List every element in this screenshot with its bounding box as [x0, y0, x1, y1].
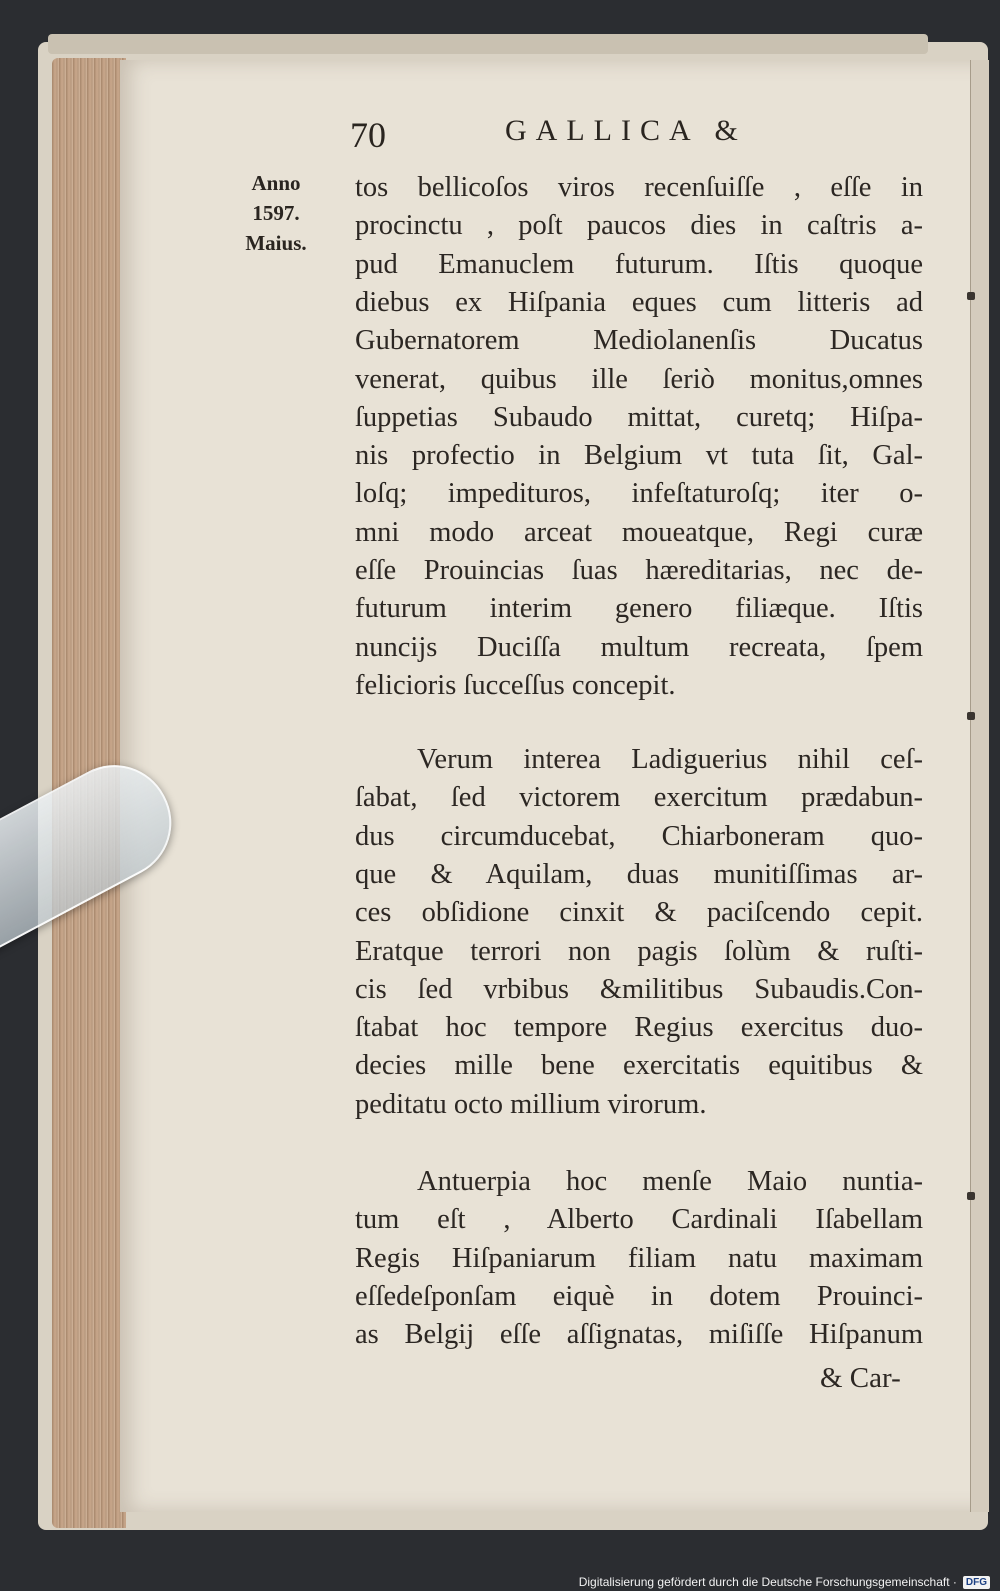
- binding-thread-icon: [967, 712, 975, 720]
- text-line: que & Aquilam, duas munitiſſimas ar-: [355, 859, 923, 890]
- text-line: Gubernatorem Mediolanenſis Ducatus: [355, 325, 923, 356]
- text-line: venerat, quibus ille ſeriò monitus,omnes: [355, 364, 923, 395]
- margin-note-line: Maius.: [245, 231, 307, 255]
- text-line: diebus ex Hiſpania eques cum litteris ad: [355, 287, 923, 318]
- binding-thread-icon: [967, 292, 975, 300]
- text-line: Verum interea Ladiguerius nihil ceſ-: [417, 744, 923, 775]
- text-line: dus circumducebat, Chiarboneram quo-: [355, 821, 923, 852]
- text-line: ſabat, ſed victorem exercitum prædabun-: [355, 782, 923, 813]
- footer: [579, 1575, 990, 1589]
- text-line: eſſedeſponſam eiquè in dotem Prouinci-: [355, 1281, 923, 1312]
- page-number: 70: [350, 115, 386, 155]
- text-line: decies mille bene exercitatis equitibus &: [355, 1050, 923, 1081]
- footer-credit: Digitalisierung gefördert durch die Deutsche Forschungsgemeinschaft ·: [578, 1575, 957, 1589]
- text-line: Regis Hiſpaniarum filiam natu maximam: [355, 1243, 923, 1274]
- text-line: Antuerpia hoc menſe Maio nuntia-: [417, 1166, 923, 1197]
- text-line: loſq; impedituros, infeſtaturoſq; iter o-: [355, 478, 923, 509]
- text-line: felicioris ſucceſſus concepit.: [355, 670, 676, 701]
- text-line: tum eſt , Alberto Cardinali Iſabellam: [355, 1204, 923, 1235]
- margin-note-line: Anno: [251, 171, 301, 195]
- text-line: ſuppetias Subaudo mittat, curetq; Hiſpa-: [355, 402, 923, 433]
- running-title: GALLICA &: [505, 114, 747, 147]
- text-line: as Belgij eſſe aſſignatas, miſiſſe Hiſpanum: [355, 1319, 923, 1350]
- text-line: procinctu , poſt paucos dies in caſtris a-: [355, 210, 923, 241]
- text-line: cis ſed vrbibus &militibus Subaudis.Con-: [355, 974, 923, 1005]
- catchword: & Car-: [820, 1362, 901, 1394]
- margin-note-line: 1597.: [252, 201, 300, 225]
- text-line: nis profectio in Belgium vt tuta ſit, Gal-: [355, 440, 923, 471]
- binding-thread-icon: [967, 1192, 975, 1200]
- text-line: peditatu octo millium virorum.: [355, 1089, 707, 1120]
- book-top-edge: [48, 34, 928, 54]
- text-line: eſſe Prouincias ſuas hæreditarias, nec de-: [355, 555, 923, 586]
- text-line: mni modo arceat moueatque, Regi curæ: [355, 517, 923, 548]
- text-line: ces obſidione cinxit & paciſcendo cepit.: [355, 897, 923, 928]
- text-line: futurum interim genero filiæque. Iſtis: [355, 593, 923, 624]
- text-line: pud Emanuclem futurum. Iſtis quoque: [355, 249, 923, 280]
- margin-note: [236, 168, 316, 258]
- text-line: nuncijs Duciſſa multum recreata, ſpem: [355, 632, 923, 663]
- text-line: Eratque terrori non pagis ſolùm & ruſti-: [355, 936, 923, 967]
- text-line: ſtabat hoc tempore Regius exercitus duo-: [355, 1012, 923, 1043]
- dfg-logo-icon: DFG: [963, 1576, 990, 1589]
- text-line: tos bellicoſos viros recenſuiſſe , eſſe in: [355, 172, 923, 203]
- facing-page-edge: [970, 60, 989, 1512]
